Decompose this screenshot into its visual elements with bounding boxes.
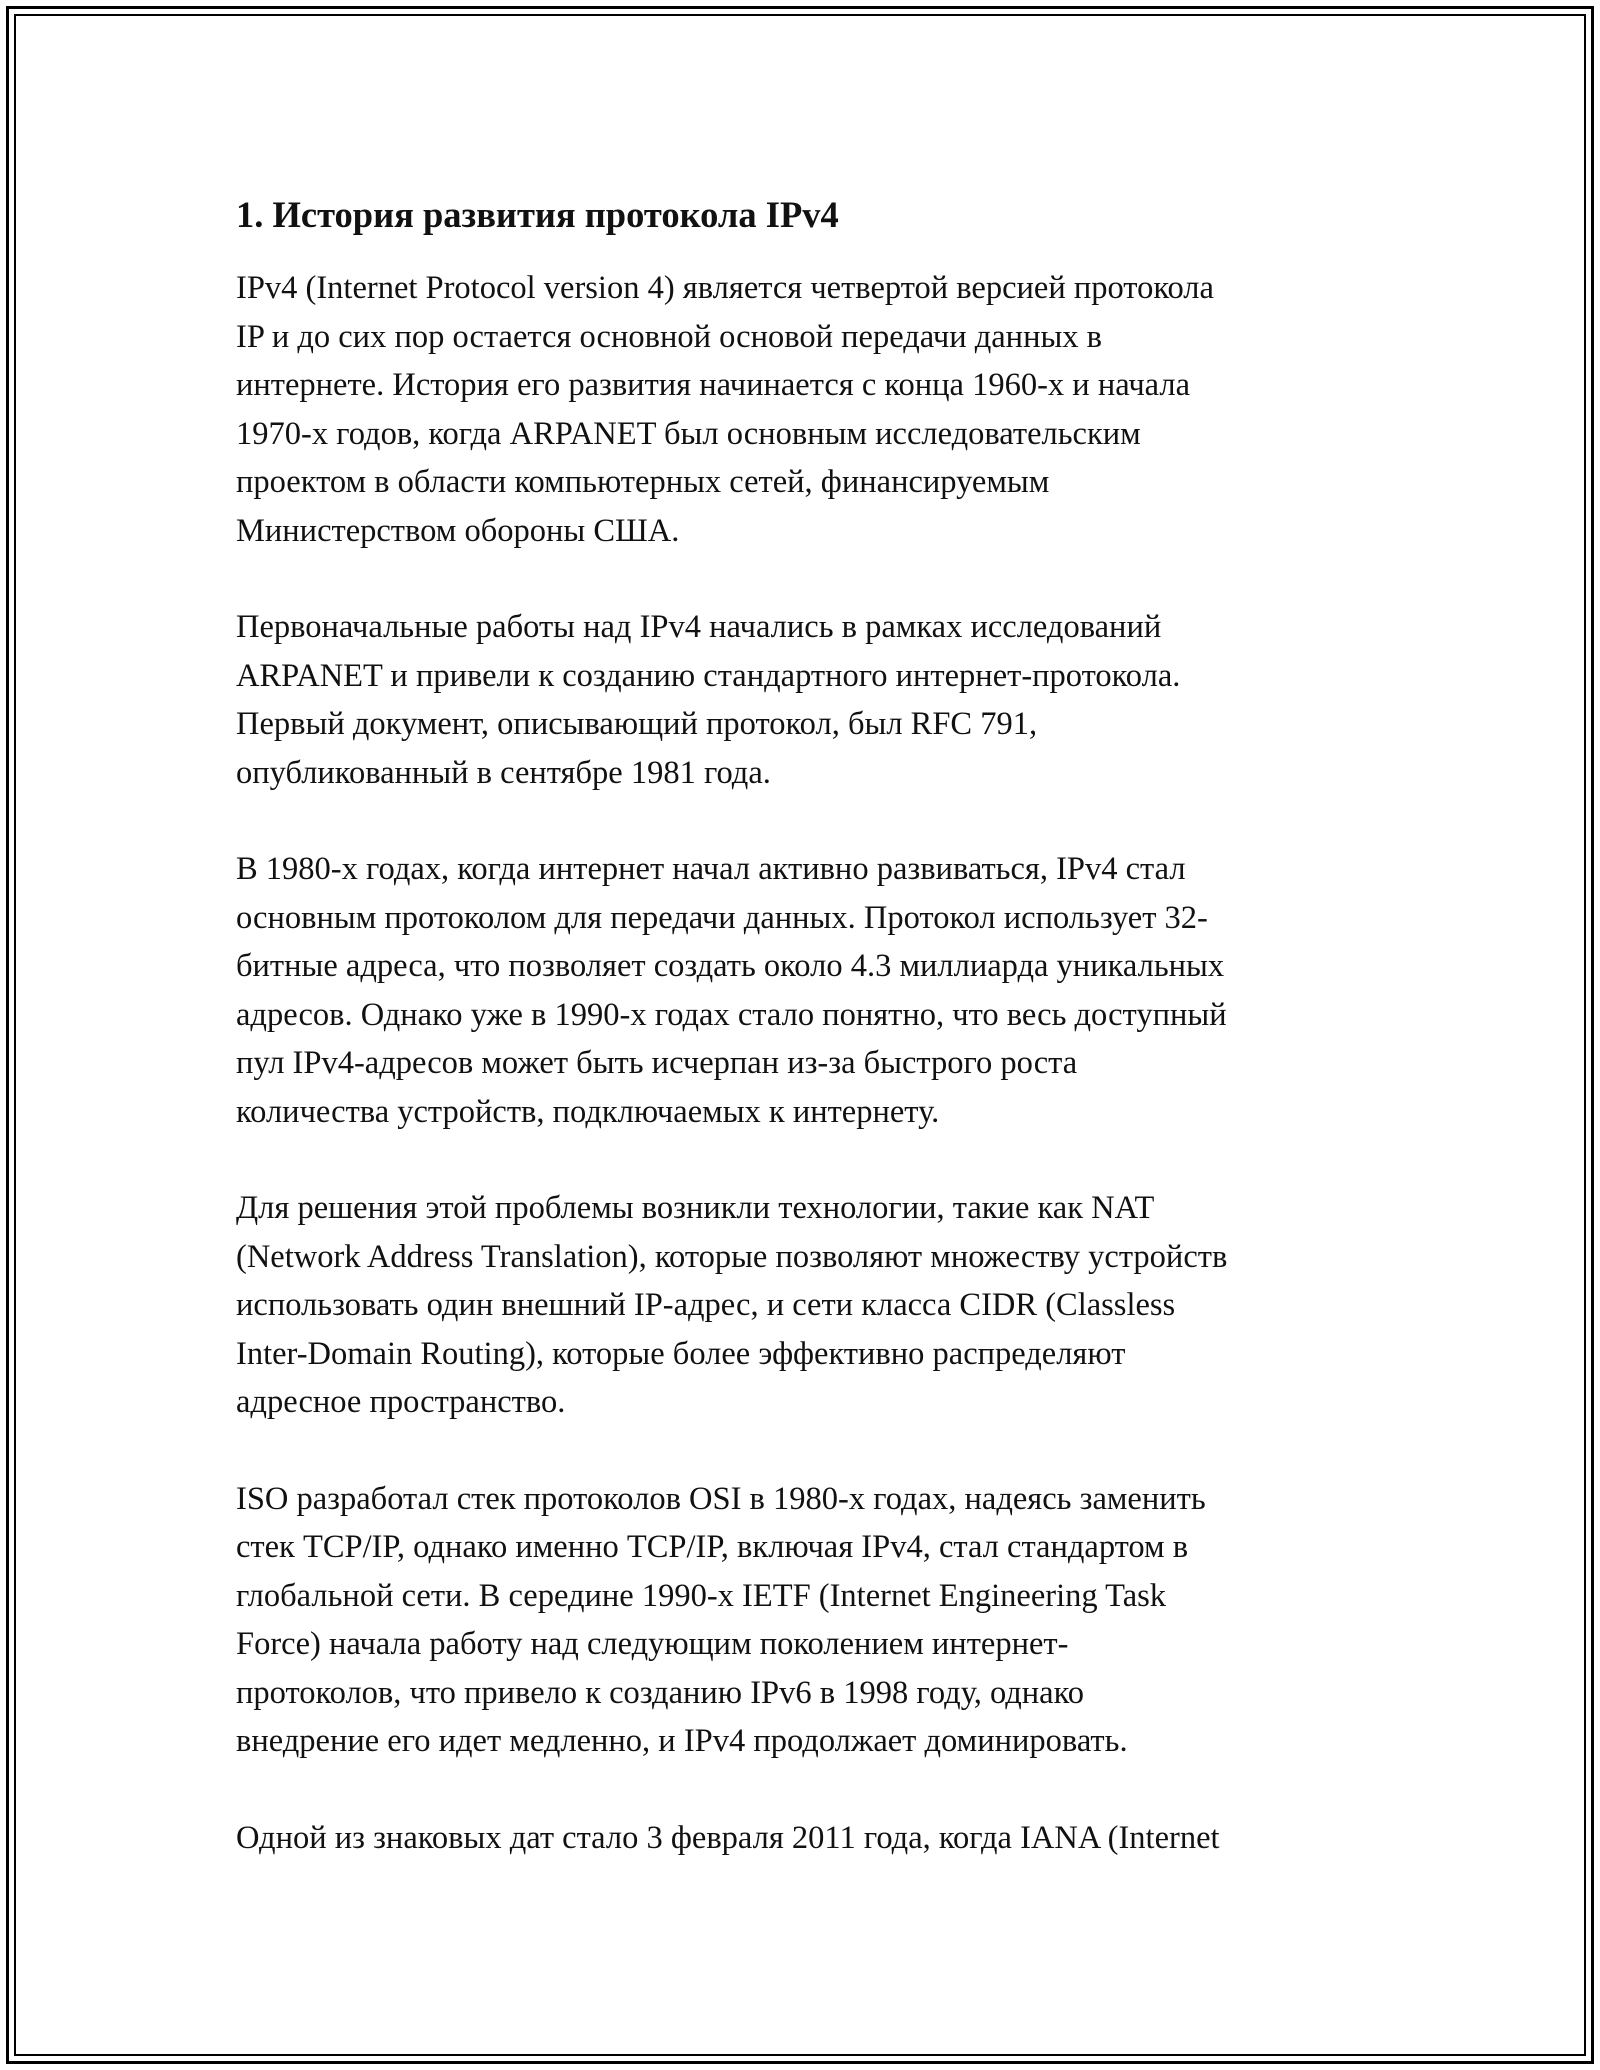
text-line: В 1980-х годах, когда интернет начал активно развиваться, IPv4 стал [236,851,1186,887]
text-line: основным протоколом для передачи данных. Протокол использует 32- [236,899,1208,936]
text-line: стек TCP/IP, однако именно TCP/IP, включая IPv4, стал стандартом в [236,1529,1189,1565]
text-line: битные адреса, что позволяет создать около 4.3 миллиарда уникальных [236,948,1225,984]
text-line: Для решения этой проблемы возникли технологии, такие как NAT [236,1190,1155,1226]
text-line: использовать один внешний IP-адрес, и сети класса CIDR (Classless [236,1287,1176,1323]
text-line: адресов. Однако уже в 1990-х годах стало понятно, что весь доступный [236,996,1227,1033]
paragraph-1 [236,264,1376,555]
text-line: 1970-х годов, когда ARPANET был основным исследовательским [236,415,1141,452]
text-line: внедрение его идет медленно, и IPv4 продолжает доминировать. [236,1723,1128,1759]
text-line: Force) начала работу над следующим поколением интернет- [236,1626,1069,1662]
paragraph-4 [236,1184,1376,1427]
text-line: адресное пространство. [236,1384,566,1420]
text-line: протоколов, что привело к созданию IPv6 в 1998 году, однако [236,1674,1084,1711]
paragraph-6 [236,1814,1376,1863]
text-line: пул IPv4-адресов может быть исчерпан из-за быстрого роста [236,1045,1078,1081]
paragraph-2 [236,603,1376,797]
document-page [236,188,1376,1862]
paragraph-3 [236,845,1376,1136]
text-line: (Network Address Translation), которые позволяют множеству устройств [236,1238,1228,1275]
text-line: ISO разработал стек протоколов OSI в 1980-х годах, надеясь заменить [236,1480,1206,1517]
text-line: Первоначальные работы над IPv4 начались в рамках исследований [236,609,1162,645]
text-line: количества устройств, подключаемых к интернету. [236,1093,940,1130]
section-heading: 1. История развития протокола IPv4 [236,194,839,235]
paragraph-5 [236,1475,1376,1766]
text-line: Первый документ, описывающий протокол, был RFC 791, [236,706,1038,742]
text-line: IP и до сих пор остается основной основой передачи данных в [236,318,1103,355]
text-line: опубликованный в сентябре 1981 года. [236,754,771,791]
text-line: ARPANET и привели к созданию стандартного интернет-протокола. [236,657,1181,694]
text-line: Inter-Domain Routing), которые более эффективно распределяют [236,1335,1126,1372]
text-line: проектом в области компьютерных сетей, финансируемым [236,464,1050,500]
text-line: IPv4 (Internet Protocol version 4) является четвертой версией протокола [236,270,1214,306]
text-line: Министерством обороны США. [236,512,680,549]
text-line: глобальной сети. В середине 1990-х IETF (Internet Engineering Task [236,1577,1167,1614]
text-line: интернете. История его развития начинается с конца 1960-х и начала [236,367,1191,403]
text-line: Одной из знаковых дат стало 3 февраля 2011 года, когда IANA (Internet [236,1819,1220,1856]
